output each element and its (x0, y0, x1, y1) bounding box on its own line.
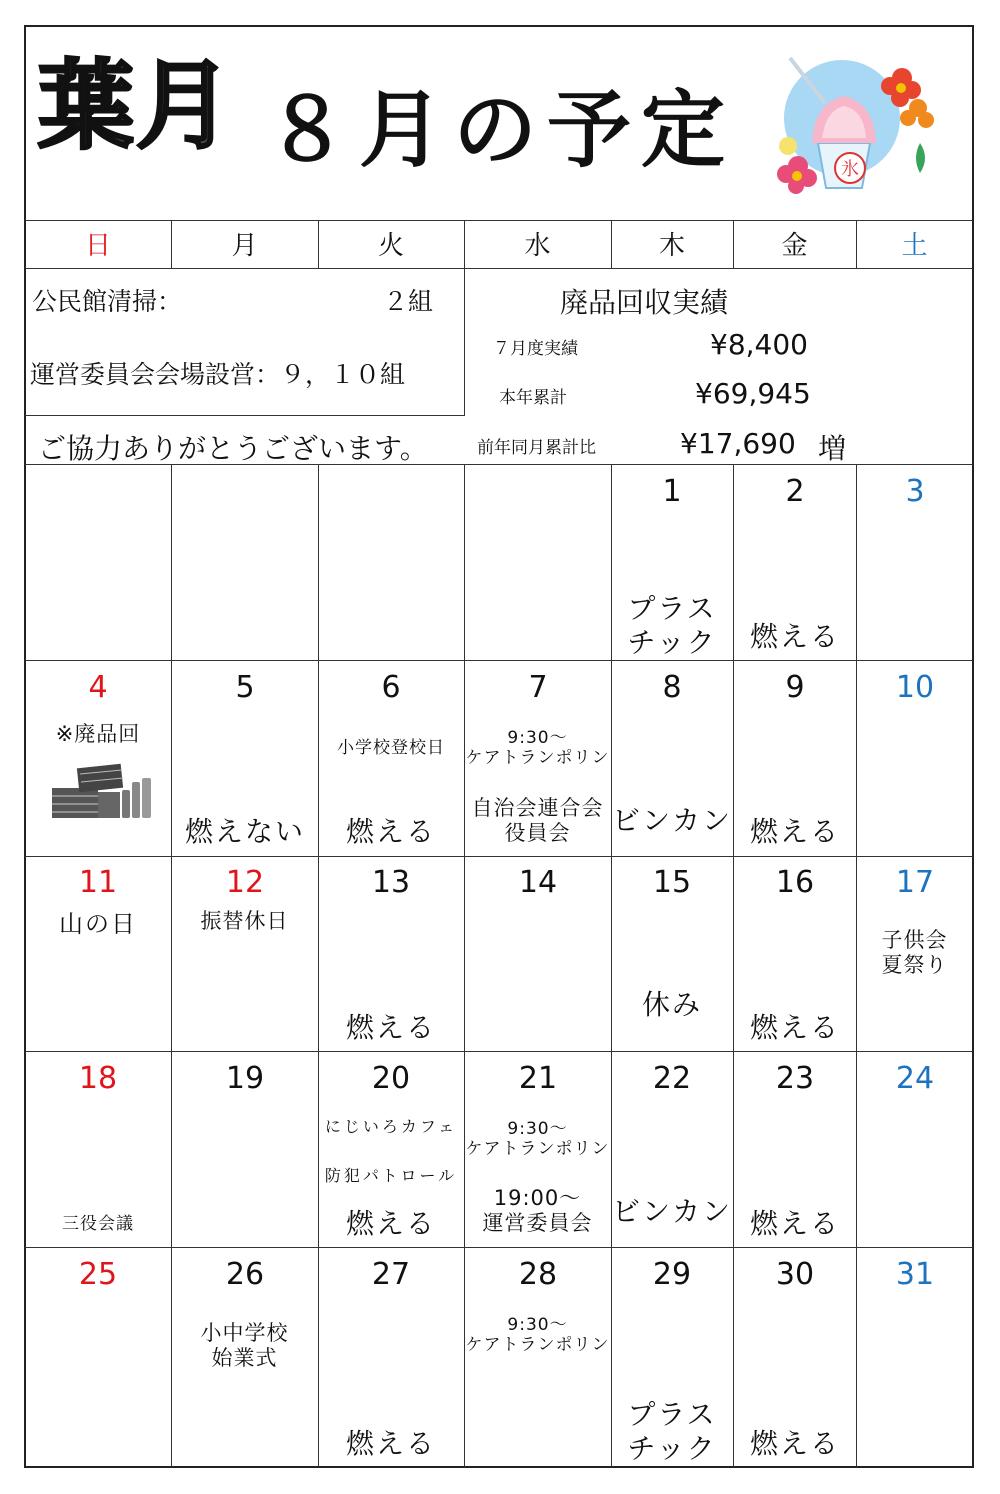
day-number: 14 (518, 865, 558, 900)
event-text: ケアトランポリン (465, 748, 610, 769)
weekday-sun: 日 (84, 231, 111, 261)
divider (25, 415, 465, 416)
divider (318, 464, 319, 1467)
day-number: 15 (652, 865, 692, 900)
day-number: 30 (775, 1257, 815, 1292)
day-number: 16 (775, 865, 815, 900)
event-text: 9:30～ (507, 1119, 568, 1139)
weekday-sat: 土 (901, 231, 928, 261)
day-number: 28 (518, 1257, 558, 1292)
weekday-mon: 月 (231, 231, 258, 261)
day-number: 4 (88, 670, 108, 705)
day-number: 12 (225, 865, 265, 900)
event-text: 自治会連合会 (471, 796, 604, 820)
day-number: 27 (371, 1257, 411, 1292)
day-number: 18 (78, 1061, 118, 1096)
event-kids-festival (856, 928, 973, 978)
event-text: ケアトランポリン (465, 1335, 610, 1356)
event-burnable: 燃える (345, 1207, 436, 1240)
day-number: 31 (895, 1257, 935, 1292)
recycling-bundle-icon (50, 760, 155, 820)
event-text: 子供会 (881, 928, 948, 952)
page-title: ８月の予定 (265, 81, 736, 179)
event-mountain-day: 山の日 (59, 910, 137, 938)
year-value: ¥69,945 (695, 377, 811, 410)
event-burnable: 燃える (749, 620, 840, 653)
day-number: 2 (785, 474, 805, 509)
event-text: チック (627, 625, 717, 659)
event-trampoline (464, 1119, 611, 1160)
event-trampoline (464, 728, 611, 769)
event-text: 19:00～ (493, 1186, 582, 1210)
event-burnable: 燃える (749, 1427, 840, 1460)
cleaning-label: 公民館清掃： (32, 287, 183, 316)
day-number: 17 (895, 865, 935, 900)
july-label: ７月度実績 (493, 339, 578, 359)
event-plastic (612, 592, 732, 659)
event-burnable: 燃える (345, 815, 436, 848)
day-number: 8 (662, 670, 682, 705)
day-number: 23 (775, 1061, 815, 1096)
event-jichikai (464, 796, 611, 846)
weekday-wed: 水 (524, 231, 551, 261)
event-recycling-note: ※廃品回 (55, 722, 141, 746)
day-number: 26 (225, 1257, 265, 1292)
event-nonburnable: 燃えない (184, 815, 305, 848)
svg-text:氷: 氷 (841, 159, 859, 180)
day-number: 3 (905, 474, 925, 509)
event-text: 9:30～ (507, 728, 568, 748)
day-number: 13 (371, 865, 411, 900)
cleaning-group: ２組 (383, 287, 434, 316)
divider (733, 464, 734, 1467)
divider (25, 1051, 973, 1052)
event-text: 始業式 (211, 1346, 278, 1371)
event-burnable: 燃える (749, 1011, 840, 1044)
event-text: 小中学校 (200, 1321, 289, 1345)
event-patrol: 防犯パトロール (324, 1166, 458, 1185)
divider (25, 660, 973, 661)
divider (171, 464, 172, 1467)
day-number: 10 (895, 670, 935, 705)
shaved-ice-illustration (770, 48, 940, 198)
event-text: ケアトランポリン (465, 1139, 610, 1160)
recycling-title: 廃品回収実績 (560, 286, 729, 319)
event-closed: 休み (641, 988, 702, 1021)
event-opening-ceremony (171, 1321, 318, 1371)
year-label: 本年累計 (499, 388, 567, 408)
weekday-tue: 火 (377, 231, 404, 261)
compare-suffix: 増 (818, 432, 847, 465)
day-number: 21 (518, 1061, 558, 1096)
event-cafe: にじいろカフェ (324, 1117, 458, 1136)
event-school-day: 小学校登校日 (337, 738, 445, 758)
day-number: 7 (528, 670, 548, 705)
july-value: ¥8,400 (710, 328, 808, 361)
day-number: 1 (662, 474, 682, 509)
event-burnable: 燃える (749, 815, 840, 848)
day-number: 22 (652, 1061, 692, 1096)
divider (25, 268, 973, 269)
event-text: チック (627, 1431, 717, 1465)
day-number: 6 (381, 670, 401, 705)
divider (25, 1247, 973, 1248)
event-committee (464, 1186, 611, 1236)
event-text: プラス (627, 1398, 717, 1431)
event-text: 夏祭り (881, 953, 948, 978)
event-bincan: ビンカン (612, 1195, 733, 1228)
day-number: 5 (235, 670, 255, 705)
event-text: プラス (627, 592, 717, 625)
month-logo: 葉月 (38, 49, 234, 162)
day-number: 20 (371, 1061, 411, 1096)
event-burnable: 燃える (345, 1011, 436, 1044)
event-text: 役員会 (504, 821, 571, 846)
divider (464, 268, 465, 415)
compare-label: 前年同月累計比 (477, 438, 596, 458)
day-number: 19 (225, 1061, 265, 1096)
event-burnable: 燃える (749, 1207, 840, 1240)
weekday-thu: 木 (658, 231, 685, 261)
event-officers-meeting: 三役会議 (62, 1214, 134, 1234)
divider (25, 220, 973, 221)
day-number: 11 (78, 865, 118, 900)
day-number: 29 (652, 1257, 692, 1292)
event-substitute-holiday: 振替休日 (200, 909, 289, 933)
day-number: 25 (78, 1257, 118, 1292)
event-text: 9:30～ (507, 1315, 568, 1335)
event-burnable: 燃える (345, 1427, 436, 1460)
event-text: 運営委員会 (482, 1211, 593, 1236)
weekday-fri: 金 (781, 231, 808, 261)
day-number: 9 (785, 670, 805, 705)
compare-value: ¥17,690 (680, 427, 796, 460)
divider (25, 856, 973, 857)
event-plastic (612, 1398, 732, 1465)
thanks-message: ご協力ありがとうございます。 (38, 432, 428, 465)
day-number: 24 (895, 1061, 935, 1096)
setup-notice: 運営委員会会場設営：９，１０組 (30, 360, 406, 389)
event-bincan: ビンカン (612, 804, 733, 837)
event-trampoline (464, 1315, 611, 1356)
